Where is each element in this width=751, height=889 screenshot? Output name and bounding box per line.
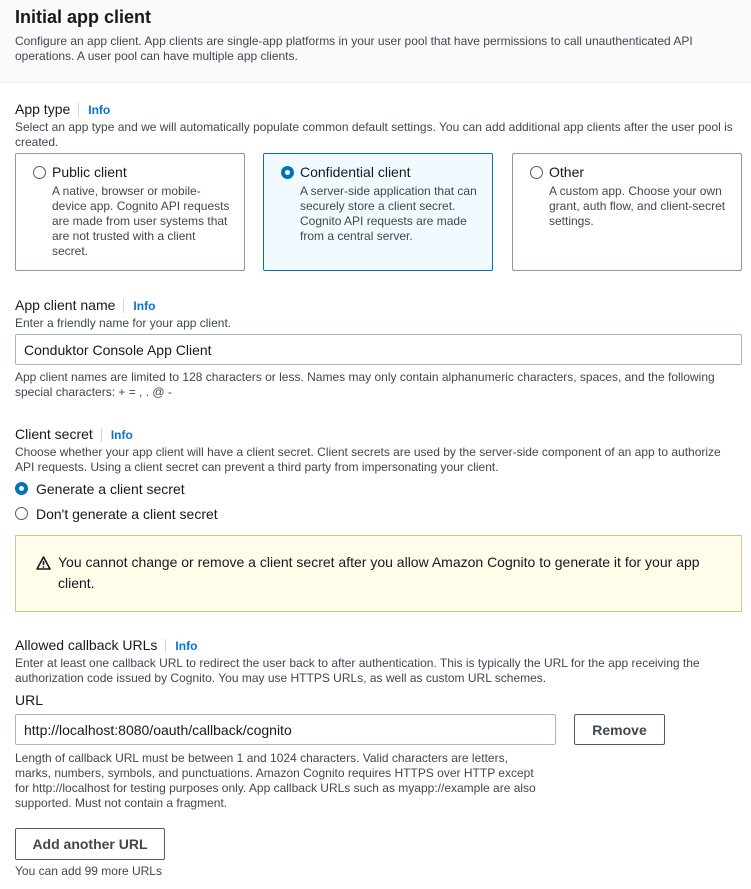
client-secret-info-link[interactable]: Info [101,428,133,442]
callback-url-constraint: Length of callback URL must be between 1 and 1024 characters. Valid characters are letters, marks, numbers, symbols, and punctuations. Amazon Cognito requires HTTPS over HTTP except for http://localhost for testing purposes only. App callback URLs such as myapp://example are also supported. Must not contain a fragment. [15,751,536,810]
app-client-name-label [15,297,155,313]
callback-urls-description: Enter at least one callback URL to redirect the user back to after authentication. This is typically the URL for the app receiving the authorization code issued by Cognito. You may use HTTPS URLs, as well as custom URL schemes. [15,656,700,685]
other-client-radio[interactable] [530,166,543,179]
confidential-client-name: Confidential client [300,164,411,180]
app-client-name-label-text: App client name [15,297,116,313]
url-label: URL [15,692,44,708]
app-type-info-link[interactable]: Info [78,103,110,117]
public-client-name: Public client [52,164,127,180]
generate-secret-label[interactable]: Generate a client secret [36,481,185,497]
no-secret-label[interactable]: Don't generate a client secret [36,506,218,522]
app-client-name-constraint: App client names are limited to 128 characters or less. Names may only contain alphanumeric characters, spaces, and the following special characters: + = , . @ - [15,370,715,399]
other-client-name: Other [549,164,585,180]
callback-urls-info-link[interactable]: Info [165,639,197,653]
urls-remaining-text: You can add 99 more URLs [15,864,162,878]
public-client-description: A native, browser or mobile-device app. Cognito API requests are made from user systems that are not trusted with a client secret. [52,184,230,258]
client-secret-description: Choose whether your app client will have a client secret. Client secrets are used by the server-side component of an app to authorize API requests. Using a client secret can prevent a third party from impersonating your client. [15,445,721,474]
client-secret-label-text: Client secret [15,426,93,442]
client-secret-label [15,426,133,442]
generate-secret-radio[interactable] [15,482,28,495]
client-secret-warning [15,535,742,612]
remove-url-button[interactable]: Remove [574,714,665,745]
callback-urls-label-text: Allowed callback URLs [15,637,158,653]
warning-text: You cannot change or remove a client secret after you allow Amazon Cognito to generate it for your app client. [58,554,700,591]
add-another-url-button[interactable]: Add another URL [15,828,165,860]
confidential-client-radio[interactable] [281,166,294,179]
app-type-label [15,101,110,117]
app-type-description: Select an app type and we will automatically populate common default settings. You can add additional app clients after the user pool is created. [15,120,733,149]
section-header [0,0,751,83]
other-client-description: A custom app. Choose your own grant, auth flow, and client-secret settings. [549,184,726,228]
section-description: Configure an app client. App clients are single-app platforms in your user pool that have permissions to call unauthenticated API operations. A user pool can have multiple app clients. [15,34,693,63]
app-type-tile-other[interactable] [512,153,742,271]
no-secret-radio[interactable] [15,507,28,520]
app-type-tile-confidential[interactable] [263,153,493,271]
section-title: Initial app client [15,7,152,27]
app-type-tile-public[interactable] [15,153,245,271]
confidential-client-description: A server-side application that can securely store a client secret. Cognito API requests are made from a central server. [300,184,477,243]
callback-url-input[interactable]: http://localhost:8080/oauth/callback/cognito [15,714,556,745]
app-type-label-text: App type [15,101,71,117]
app-client-name-info-link[interactable]: Info [123,299,155,313]
public-client-radio[interactable] [33,166,46,179]
app-client-name-input[interactable]: Conduktor Console App Client [15,334,742,365]
warning-icon [36,556,51,575]
app-client-name-description: Enter a friendly name for your app client. [15,316,232,330]
callback-urls-label [15,637,197,653]
